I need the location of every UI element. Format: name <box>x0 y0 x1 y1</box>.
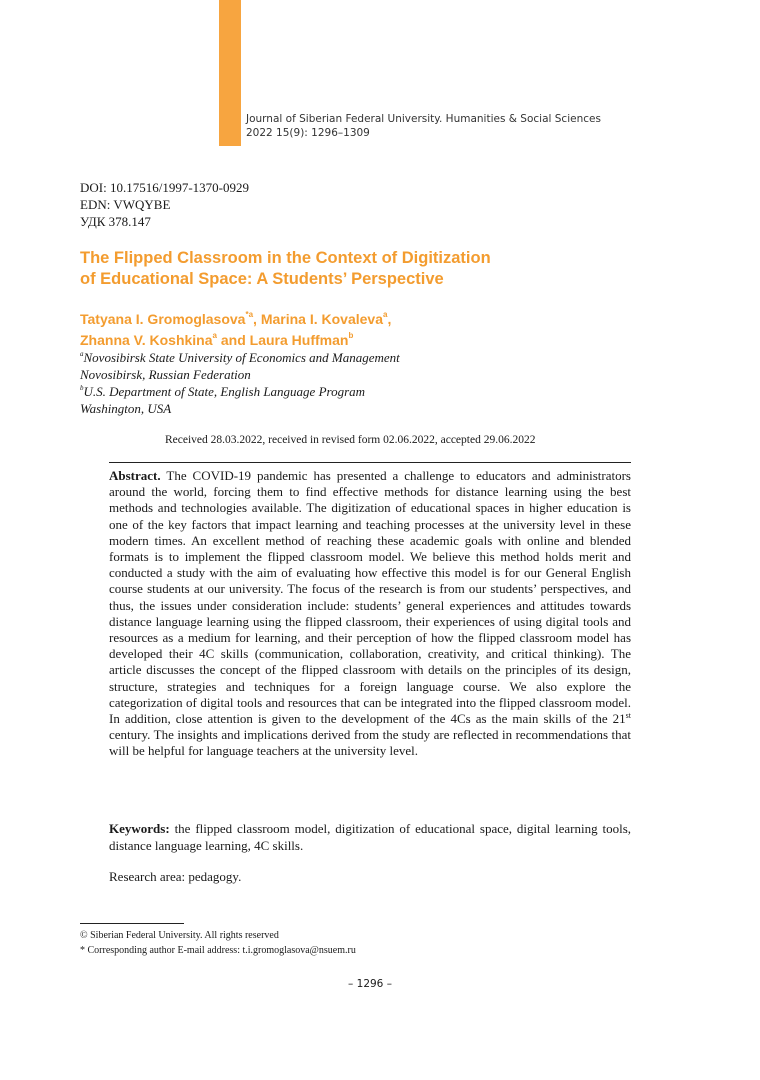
author-sup: b <box>348 331 354 340</box>
footnote-divider <box>80 923 184 924</box>
article-title <box>80 248 640 290</box>
journal-accent-bar <box>219 0 241 146</box>
author-name: Marina I. Kovaleva <box>260 311 383 327</box>
article-identifiers <box>80 179 249 230</box>
title-line-2: of Educational Space: A Students’ Perspective <box>80 270 444 288</box>
doi: DOI: 10.17516/1997-1370-0929 <box>80 180 249 195</box>
journal-header <box>246 112 601 140</box>
udk: УДК 378.147 <box>80 214 151 229</box>
authors-line-1: Tatyana I. Gromoglasova$^{*a}$, Marina I. Kovaleva$^a$, <box>80 310 392 327</box>
affiliation-a-city: Novosibirsk, Russian Federation <box>80 367 251 382</box>
affiliation-b-city: Washington, USA <box>80 401 172 416</box>
author-sup: *a <box>245 310 254 319</box>
author-list <box>80 309 640 351</box>
research-area: Research area: pedagogy. <box>109 869 242 884</box>
journal-name: Journal of Siberian Federal University. Humanities & Social Sciences <box>246 113 601 125</box>
copyright-note: © Siberian Federal University. All rights reserved <box>80 930 279 941</box>
affiliation-mark: b <box>80 384 84 392</box>
authors-line-2 <box>80 330 640 351</box>
author-name: Zhanna V. Koshkina <box>80 332 213 348</box>
author-sup: a <box>382 310 388 319</box>
author-sup: a <box>212 331 217 340</box>
author-name: Laura Huffman <box>249 332 349 348</box>
affiliation-a: $^a$Novosibirsk State University of Economics and Management <box>80 350 400 365</box>
abstract-label: Abstract. <box>109 468 161 483</box>
corresponding-author-note: * Corresponding author E-mail address: t.i.gromoglasova@nsuem.ru <box>80 945 356 956</box>
keywords-label: Keywords: <box>109 821 170 836</box>
author-conjunction: and <box>220 332 246 348</box>
abstract-divider <box>109 462 631 463</box>
page-number: – 1296 – <box>348 978 392 990</box>
received-dates: Received 28.03.2022, received in revised form 02.06.2022, accepted 29.06.2022 <box>165 434 536 446</box>
footnotes <box>80 928 356 958</box>
journal-issue: 2022 15(9): 1296–1309 <box>246 127 370 139</box>
author-name: Tatyana I. Gromoglasova <box>80 311 246 327</box>
abstract: Abstract. The COVID-19 pandemic has presented a challenge to educators and administrators around the world, forcing them to find effective methods for distance learning using the best methods and technologies available. The digitization of educational spaces in higher education is one of the key factors that impact learning and teaching processes at the university level in these modern times. An excellent method of reaching these academic goals with online and blended formats is to implement the flipped classroom model. We believe this method holds merit and conducted a study with the aim of evaluating how effective this model is for our General English course students at our university. The focus of the research is from our students’ perspectives, and thus, the issues under consideration include: students’ general experiences and attitudes towards distance language learning using the flipped classroom, their experiences of using digital tools and resources as a medium for learning, and their perception of how the flipped classroom model has developed their 4C skills (communication, collaboration, creativity, and critical thinking). The article discusses the concept of the flipped classroom with details on the principles of its design, structure, strategies and techniques for a foreign language course. We also explore the categorization of digital tools and resources that can be integrated into the flipped classroom model. In addition, close attention is given to the development of the 4Cs as the main skills of the 21st century. The insights and implications derived from the study are reflected in recommendations that will be helpful for language teachers at the university level. <box>109 468 631 759</box>
edn: EDN: VWQYBE <box>80 197 171 212</box>
title-line-1: The Flipped Classroom in the Context of Digitization <box>80 249 491 267</box>
affiliations <box>80 349 400 417</box>
keywords: Keywords: the flipped classroom model, digitization of educational space, digital learning tools, distance language learning, 4C skills. <box>109 821 632 853</box>
affiliation-b: $^b$U.S. Department of State, English Language Program <box>80 384 366 399</box>
affiliation-mark: a <box>80 350 84 358</box>
